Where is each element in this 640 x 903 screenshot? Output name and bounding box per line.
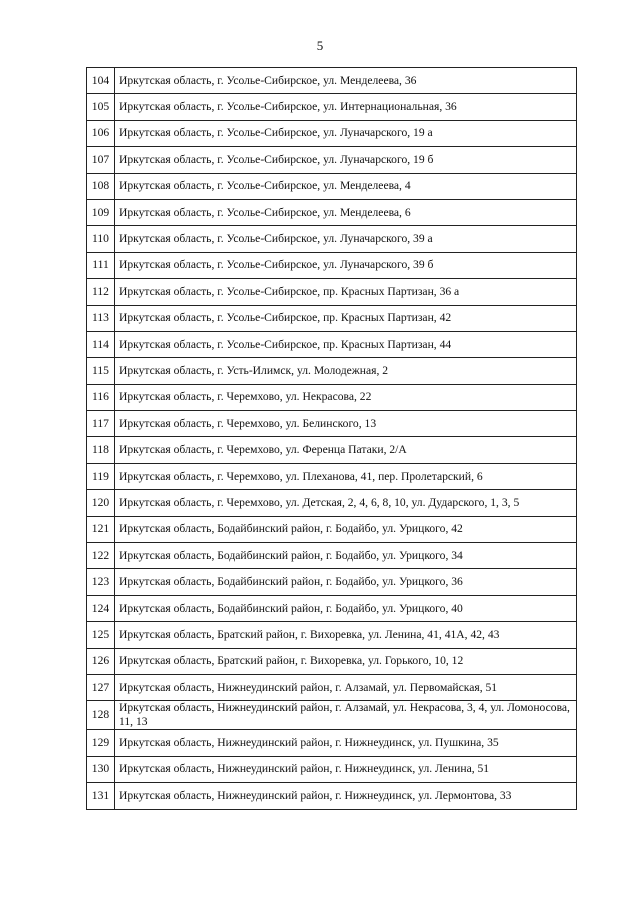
row-number: 121 [87, 516, 115, 542]
table-row [87, 279, 577, 305]
table-row [87, 437, 577, 463]
address-cell: Иркутская область, Братский район, г. Вихоревка, ул. Ленина, 41, 41А, 42, 43 [115, 622, 577, 648]
table-row [87, 226, 577, 252]
table-row [87, 305, 577, 331]
row-number: 104 [87, 68, 115, 94]
address-cell: Иркутская область, г. Усолье-Сибирское, ул. Луначарского, 39 а [115, 226, 577, 252]
address-cell: Иркутская область, Нижнеудинский район, г. Нижнеудинск, ул. Лермонтова, 33 [115, 783, 577, 809]
table-row [87, 94, 577, 120]
address-cell: Иркутская область, г. Черемхово, ул. Ференца Патаки, 2/А [115, 437, 577, 463]
row-number: 129 [87, 730, 115, 756]
row-number: 113 [87, 305, 115, 331]
table-row [87, 358, 577, 384]
address-cell: Иркутская область, Бодайбинский район, г. Бодайбо, ул. Урицкого, 36 [115, 569, 577, 595]
address-cell: Иркутская область, г. Усолье-Сибирское, пр. Красных Партизан, 36 а [115, 279, 577, 305]
table-row [87, 252, 577, 278]
row-number: 119 [87, 463, 115, 489]
row-number: 128 [87, 701, 115, 730]
row-number: 115 [87, 358, 115, 384]
table-row [87, 543, 577, 569]
row-number: 116 [87, 384, 115, 410]
row-number: 124 [87, 595, 115, 621]
row-number: 112 [87, 279, 115, 305]
row-number: 117 [87, 411, 115, 437]
table-row [87, 730, 577, 756]
table-row [87, 756, 577, 782]
address-cell: Иркутская область, Бодайбинский район, г. Бодайбо, ул. Урицкого, 34 [115, 543, 577, 569]
page-number: 5 [316, 38, 324, 53]
table-row [87, 674, 577, 700]
row-number: 118 [87, 437, 115, 463]
address-cell: Иркутская область, Бодайбинский район, г. Бодайбо, ул. Урицкого, 42 [115, 516, 577, 542]
row-number: 114 [87, 331, 115, 357]
table-row [87, 173, 577, 199]
table-row [87, 622, 577, 648]
row-number: 109 [87, 199, 115, 225]
address-cell: Иркутская область, Бодайбинский район, г. Бодайбо, ул. Урицкого, 40 [115, 595, 577, 621]
table-row [87, 411, 577, 437]
row-number: 123 [87, 569, 115, 595]
address-cell: Иркутская область, г. Усолье-Сибирское, ул. Луначарского, 39 б [115, 252, 577, 278]
row-number: 107 [87, 147, 115, 173]
address-cell: Иркутская область, г. Черемхово, ул. Некрасова, 22 [115, 384, 577, 410]
address-cell: Иркутская область, г. Черемхово, ул. Детская, 2, 4, 6, 8, 10, ул. Дударского, 1, 3, 5 [115, 490, 577, 516]
row-number: 111 [87, 252, 115, 278]
table-row [87, 783, 577, 809]
row-number: 126 [87, 648, 115, 674]
row-number: 105 [87, 94, 115, 120]
address-table [86, 67, 577, 810]
table-row [87, 516, 577, 542]
table-row [87, 120, 577, 146]
address-cell: Иркутская область, Нижнеудинский район, г. Алзамай, ул. Первомайская, 51 [115, 674, 577, 700]
table-row [87, 648, 577, 674]
row-number: 125 [87, 622, 115, 648]
row-number: 127 [87, 674, 115, 700]
table-row [87, 490, 577, 516]
address-cell: Иркутская область, Нижнеудинский район, г. Нижнеудинск, ул. Ленина, 51 [115, 756, 577, 782]
row-number: 131 [87, 783, 115, 809]
address-cell: Иркутская область, Нижнеудинский район, г. Нижнеудинск, ул. Пушкина, 35 [115, 730, 577, 756]
address-cell: Иркутская область, г. Усолье-Сибирское, ул. Луначарского, 19 б [115, 147, 577, 173]
row-number: 130 [87, 756, 115, 782]
address-cell: Иркутская область, г. Усолье-Сибирское, ул. Менделеева, 4 [115, 173, 577, 199]
table-row [87, 147, 577, 173]
address-cell: Иркутская область, г. Усолье-Сибирское, ул. Менделеева, 6 [115, 199, 577, 225]
table-row [87, 384, 577, 410]
row-number: 108 [87, 173, 115, 199]
address-table-body [87, 68, 577, 810]
table-row [87, 463, 577, 489]
address-cell: Иркутская область, Братский район, г. Вихоревка, ул. Горького, 10, 12 [115, 648, 577, 674]
address-cell: Иркутская область, г. Усть-Илимск, ул. Молодежная, 2 [115, 358, 577, 384]
table-row [87, 595, 577, 621]
address-cell: Иркутская область, Нижнеудинский район, г. Алзамай, ул. Некрасова, 3, 4, ул. Ломоносова, 11, 13 [115, 701, 577, 730]
table-row [87, 701, 577, 730]
address-cell: Иркутская область, г. Усолье-Сибирское, ул. Луначарского, 19 а [115, 120, 577, 146]
address-cell: Иркутская область, г. Черемхово, ул. Плеханова, 41, пер. Пролетарский, 6 [115, 463, 577, 489]
table-row [87, 199, 577, 225]
address-cell: Иркутская область, г. Черемхово, ул. Белинского, 13 [115, 411, 577, 437]
row-number: 122 [87, 543, 115, 569]
row-number: 110 [87, 226, 115, 252]
address-cell: Иркутская область, г. Усолье-Сибирское, ул. Менделеева, 36 [115, 68, 577, 94]
address-cell: Иркутская область, г. Усолье-Сибирское, пр. Красных Партизан, 44 [115, 331, 577, 357]
address-cell: Иркутская область, г. Усолье-Сибирское, пр. Красных Партизан, 42 [115, 305, 577, 331]
address-cell: Иркутская область, г. Усолье-Сибирское, ул. Интернациональная, 36 [115, 94, 577, 120]
row-number: 106 [87, 120, 115, 146]
row-number: 120 [87, 490, 115, 516]
table-row [87, 68, 577, 94]
table-row [87, 569, 577, 595]
table-row [87, 331, 577, 357]
